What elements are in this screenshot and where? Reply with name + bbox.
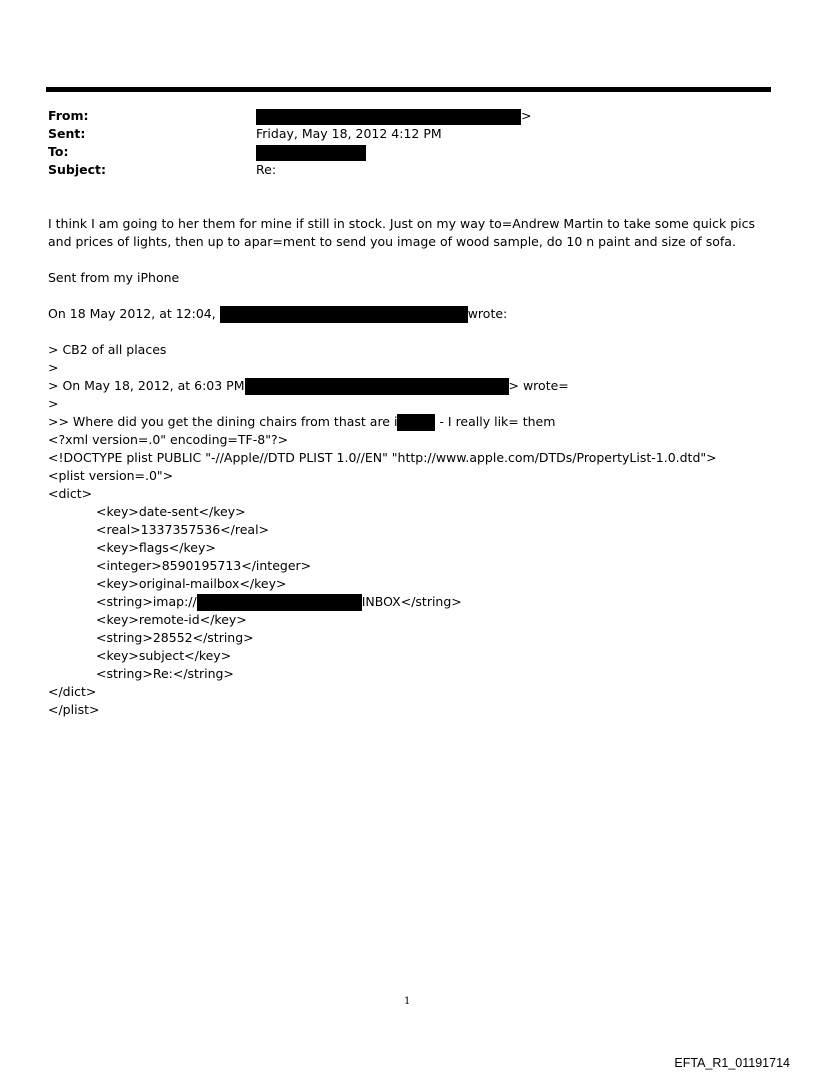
plist-line: <?xml version=.0" encoding=TF-8"?> xyxy=(48,432,289,447)
plist-line: <key>subject</key> xyxy=(96,648,232,663)
plist-prefix: <string>imap:// xyxy=(96,594,197,609)
page-number: 1 xyxy=(404,996,411,1007)
plist-line: </dict> xyxy=(48,684,97,699)
subject-value: Re: xyxy=(256,162,277,177)
signature: Sent from my iPhone xyxy=(48,270,180,285)
subject-label: Subject: xyxy=(48,162,106,177)
quote-prefix: >> Where did you get the dining chairs from thast are i xyxy=(48,414,398,429)
sent-label: Sent: xyxy=(48,126,86,141)
plist-line: <real>1337357536</real> xyxy=(96,522,270,537)
plist-line: <!DOCTYPE plist PUBLIC "-//Apple//DTD PLIST 1.0//EN" "http://www.apple.com/DTDs/PropertyList-1.0.dtd"> xyxy=(48,450,717,465)
to-label: To: xyxy=(48,144,69,159)
plist-line: <string>Re:</string> xyxy=(96,666,234,681)
quote-suffix: > wrote= xyxy=(508,378,569,393)
plist-line: <plist version=.0"> xyxy=(48,468,174,483)
plist-line: <key>flags</key> xyxy=(96,540,216,555)
plist-line xyxy=(96,593,462,611)
reply-intro-suffix: wrote: xyxy=(467,306,508,321)
bates-number: EFTA_R1_01191714 xyxy=(674,1056,790,1070)
plist-line: </plist> xyxy=(48,702,100,717)
redaction-bar xyxy=(256,145,366,161)
quote-line: > xyxy=(48,396,59,411)
body-paragraph: I think I am going to her them for mine if still in stock. Just on my way to=Andrew Martin to take some quick pics and prices of lights, then up to apar=ment to send you image of wood sample, do 10 n paint and size of sofa. xyxy=(48,216,756,249)
plist-line: <key>date-sent</key> xyxy=(96,504,246,519)
quote-line: > xyxy=(48,360,59,375)
plist-line: <dict> xyxy=(48,486,93,501)
plist-line: <string>28552</string> xyxy=(96,630,254,645)
from-label: From: xyxy=(48,108,89,123)
reply-intro xyxy=(48,305,507,323)
quote-line: > CB2 of all places xyxy=(48,342,167,357)
redaction-bar xyxy=(256,109,521,125)
header-rule xyxy=(46,87,771,92)
from-suffix: > xyxy=(521,108,532,123)
plist-suffix: INBOX</string> xyxy=(361,594,462,609)
quote-prefix: > On May 18, 2012, at 6:03 PM xyxy=(48,378,245,393)
quote-line xyxy=(48,377,569,395)
plist-line: <key>remote-id</key> xyxy=(96,612,247,627)
redaction-bar xyxy=(220,306,468,323)
redaction-bar xyxy=(245,378,509,395)
reply-intro-prefix: On 18 May 2012, at 12:04, xyxy=(48,306,216,321)
quote-suffix: - I really lik= them xyxy=(435,414,556,429)
sent-value: Friday, May 18, 2012 4:12 PM xyxy=(256,126,442,141)
plist-line: <integer>8590195713</integer> xyxy=(96,558,312,573)
quote-line xyxy=(48,413,555,431)
redaction-bar xyxy=(397,414,435,431)
plist-line: <key>original-mailbox</key> xyxy=(96,576,287,591)
redaction-bar xyxy=(197,594,362,611)
